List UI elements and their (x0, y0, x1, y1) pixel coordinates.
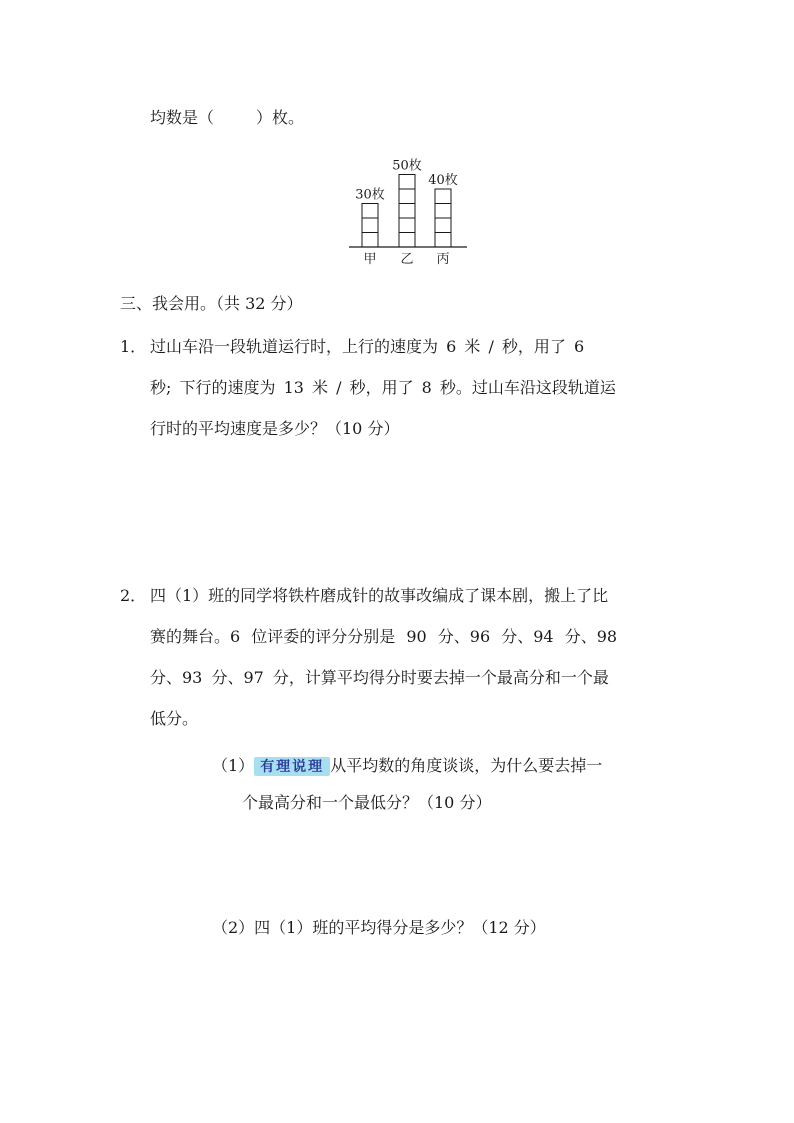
q2-line-2: 赛的舞台。6 位评委的评分分别是 90 分、96 分、94 分、98 (150, 627, 618, 646)
chart-category-label-1: 甲 (363, 252, 377, 267)
q2-line-4: 低分。 (150, 709, 199, 728)
intro-text-after: ）枚。 (256, 108, 305, 127)
chart-bar-2 (399, 175, 415, 248)
reasoning-badge: 有理说理 (254, 757, 330, 776)
q2-sub1-line-1 (212, 757, 602, 776)
section-heading: 三、我会用。（共 32 分） (120, 294, 303, 313)
chart-category-label-3: 丙 (436, 252, 450, 267)
q1-number: 1． (120, 337, 147, 356)
chart-value-label-1: 30枚 (355, 187, 385, 203)
chart-value-label-3: 40枚 (428, 173, 458, 188)
q2-line-1: 四（1）班的同学将铁杵磨成针的故事改编成了课本剧，搬上了比 (150, 586, 609, 605)
q2-sub1-label: （1） (212, 756, 255, 775)
q1-line-1: 过山车沿一段轨道运行时，上行的速度为 6 米 / 秒，用了 6 (150, 337, 585, 356)
chart-category-label-2: 乙 (400, 252, 414, 267)
chart-value-label-2: 50枚 (392, 158, 422, 174)
q2-line-3: 分、93 分、97 分，计算平均得分时要去掉一个最高分和一个最 (150, 668, 609, 687)
q1-line-2: 秒; 下行的速度为 13 米 / 秒，用了 8 秒。过山车沿这段轨道运 (150, 378, 616, 397)
q2-number: 2． (120, 586, 147, 605)
intro-text-before: 均数是（ (150, 108, 215, 127)
chart-bar-1 (362, 204, 378, 248)
q2-sub1-line-2: 个最高分和一个最低分？（10 分） (242, 793, 492, 812)
q2-sub1-text-1: 从平均数的角度谈谈，为什么要去掉一 (330, 756, 603, 775)
q2-sub2: （2）四（1）班的平均得分是多少？（12 分） (212, 918, 546, 937)
q1-line-3: 行时的平均速度是多少？（10 分） (150, 419, 400, 438)
